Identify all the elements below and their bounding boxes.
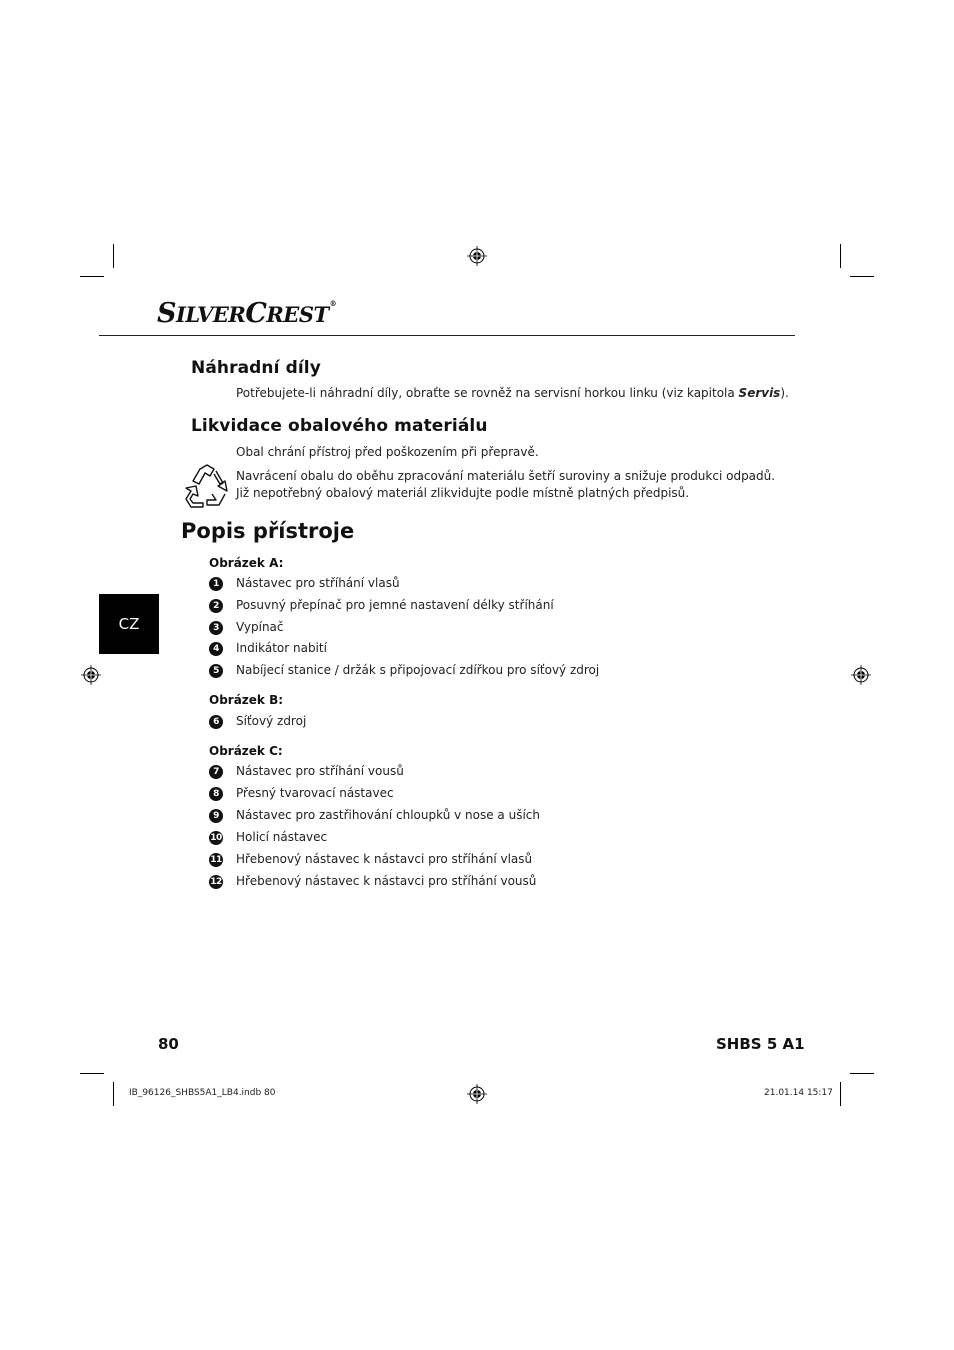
registration-mark-icon xyxy=(467,246,487,266)
item-number: 1 xyxy=(209,577,223,591)
page-number: 80 xyxy=(158,1035,179,1053)
header-rule xyxy=(99,335,795,336)
item-text: Nástavec pro zastřihování chloupků v nose a uších xyxy=(236,808,540,822)
registration-mark-icon xyxy=(467,1084,487,1104)
item-text: Hřebenový nástavec k nástavci pro stříhání vousů xyxy=(236,874,537,888)
item-text: Nástavec pro stříhání vousů xyxy=(236,764,404,778)
model-number: SHBS 5 A1 xyxy=(716,1035,805,1053)
item-text: Přesný tvarovací nástavec xyxy=(236,786,394,800)
item-number: 8 xyxy=(209,787,223,801)
crop-mark xyxy=(80,1073,104,1074)
description-heading: Popis přístroje xyxy=(181,519,355,543)
language-tab: CZ xyxy=(99,594,159,654)
crop-mark xyxy=(850,276,874,277)
item-number: 9 xyxy=(209,809,223,823)
item-text: Nástavec pro stříhání vlasů xyxy=(236,576,400,590)
item-text: Hřebenový nástavec k nástavci pro stříhání vlasů xyxy=(236,852,533,866)
item-text: Indikátor nabití xyxy=(236,641,327,655)
item-number: 2 xyxy=(209,599,223,613)
item-number: 6 xyxy=(209,715,223,729)
figure-c-label: Obrázek C: xyxy=(209,744,283,758)
item-text: Nabíjecí stanice / držák s připojovací zdířkou pro síťový zdroj xyxy=(236,663,600,677)
figure-a-label: Obrázek A: xyxy=(209,556,284,570)
spare-parts-heading: Náhradní díly xyxy=(191,358,321,378)
crop-mark xyxy=(850,1073,874,1074)
registration-mark-icon xyxy=(81,665,101,685)
item-number: 4 xyxy=(209,642,223,656)
registration-mark-icon xyxy=(851,665,871,685)
packaging-line-1: Obal chrání přístroj před poškozením při přepravě. xyxy=(236,445,539,459)
packaging-heading: Likvidace obalového materiálu xyxy=(191,416,488,436)
item-number: 11 xyxy=(209,853,223,867)
brand-logo: SILVERCREST® xyxy=(157,298,337,329)
item-number: 12 xyxy=(209,875,223,889)
item-number: 3 xyxy=(209,621,223,635)
recycling-icon xyxy=(183,463,231,509)
item-text: Holicí nástavec xyxy=(236,830,328,844)
figure-b-label: Obrázek B: xyxy=(209,693,284,707)
spare-parts-text: Potřebujete-li náhradní díly, obraťte se rovněž na servisní horkou linku (viz kapitola Servis). xyxy=(236,386,789,400)
crop-mark xyxy=(80,276,104,277)
item-text: Vypínač xyxy=(236,620,284,634)
crop-mark xyxy=(113,244,114,268)
servis-reference: Servis xyxy=(738,386,781,400)
print-slug-file: IB_96126_SHBS5A1_LB4.indb 80 xyxy=(129,1088,276,1098)
crop-mark xyxy=(840,244,841,268)
item-number: 5 xyxy=(209,664,223,678)
item-text: Posuvný přepínač pro jemné nastavení délky stříhání xyxy=(236,598,554,612)
item-text: Síťový zdroj xyxy=(236,714,307,728)
print-slug-date: 21.01.14 15:17 xyxy=(764,1088,833,1098)
item-number: 7 xyxy=(209,765,223,779)
crop-mark xyxy=(840,1082,841,1106)
packaging-line-2: Navrácení obalu do oběhu zpracování materiálu šetří suroviny a snižuje produkci odpadů. xyxy=(236,469,776,483)
packaging-line-3: Již nepotřebný obalový materiál zlikvidujte podle místně platných předpisů. xyxy=(236,486,690,500)
crop-mark xyxy=(113,1082,114,1106)
item-number: 10 xyxy=(209,831,223,845)
